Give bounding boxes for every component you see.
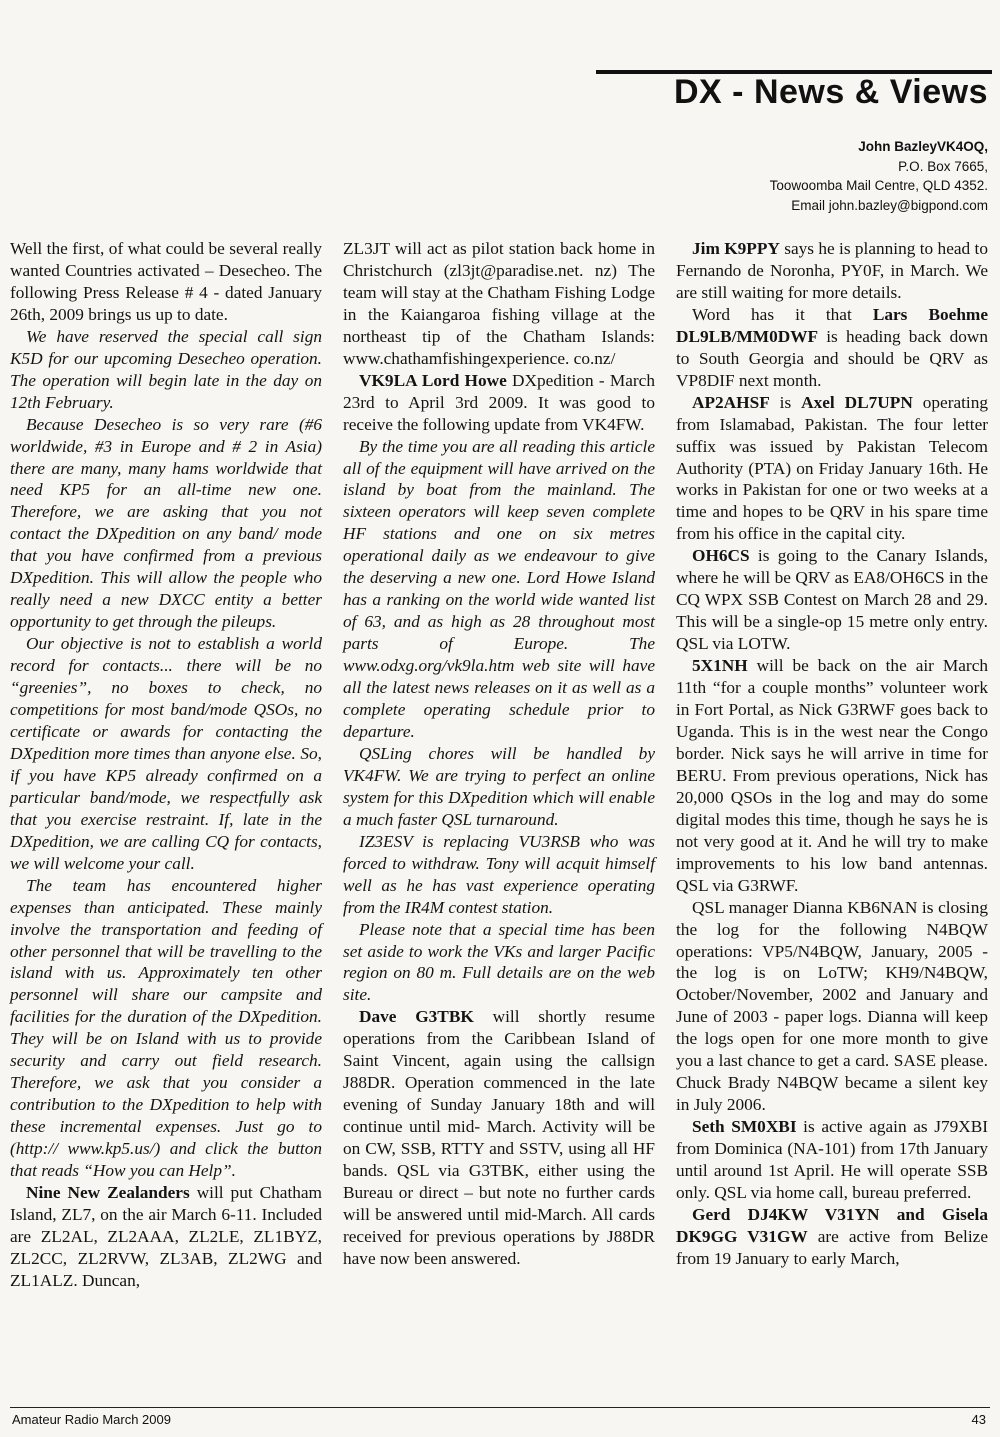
callsign-highlight: OH6CS bbox=[692, 546, 750, 566]
paragraph: Nine New Zealanders will put Chatham Island, ZL7, on the air March 6-11. Included are ZL2AL, ZL2AAA, ZL2LE, ZL1BYZ, ZL2CC, ZL2RVW, ZL3AB, ZL2WG and ZL1ALZ. Duncan, bbox=[10, 1182, 322, 1290]
callsign-highlight: Seth SM0XBI bbox=[692, 1117, 797, 1137]
paragraph: QSLing chores will be handled by VK4FW. We are trying to perfect an online system for this DXpedition which will enable a much faster QSL turnaround. bbox=[343, 743, 655, 829]
author-address-line1: P.O. Box 7665, bbox=[898, 158, 988, 174]
callsign-highlight: Jim K9PPY bbox=[692, 239, 780, 258]
paragraph: Word has it that Lars Boehme DL9LB/MM0DWF is heading back down to South Georgia and should be QRV as VP8DIF next month. bbox=[676, 304, 988, 390]
footer-publication: Amateur Radio March 2009 bbox=[12, 1412, 171, 1427]
paragraph: Because Desecheo is so very rare (#6 worldwide, #3 in Europe and # 2 in Asia) there are many, many hams worldwide that need KP5 for an all-time new one. Therefore, we are asking that you not contact the DXpedition on any band/ mode that you have confirmed from a previous DXpedition. This will allow the people who really need a new DXCC entity a better opportunity to get through the pileups. bbox=[10, 414, 322, 632]
callsign-highlight: Nine New Zealanders bbox=[26, 1182, 190, 1202]
article-column-2 bbox=[343, 238, 655, 1270]
author-address-line2: Toowoomba Mail Centre, QLD 4352. bbox=[769, 178, 988, 193]
callsign-highlight: Axel DL7UPN bbox=[801, 392, 913, 412]
paragraph: We have reserved the special call sign K5D for our upcoming Desecheo operation. The operation will begin late in the day on 12th February. bbox=[10, 326, 322, 412]
article-column-3 bbox=[676, 238, 988, 1270]
paragraph: Well the first, of what could be several really wanted Countries activated – Desecheo. The following Press Release # 4 - dated January 26th, 2009 brings us up to date. bbox=[10, 239, 322, 324]
paragraph: Our objective is not to establish a world record for contacts... there will be no “greenies”, no boxes to check, no competitions for most band/mode QSOs, no certificate or awards for contacting the DXpedition more times than anyone else. So, if you have KP5 already confirmed on a particular band/mode, we respectfully ask that you exercise restraint. If, late in the DXpedition, we are calling CQ for contacts, we will welcome your call. bbox=[10, 634, 322, 873]
footer-page-number: 43 bbox=[971, 1412, 986, 1427]
paragraph: IZ3ESV is replacing VU3RSB who was forced to withdraw. Tony will acquit himself well as he has vast experience operating from the IR4M contest station. bbox=[343, 831, 655, 917]
author-name: John BazleyVK4OQ, bbox=[858, 139, 988, 154]
paragraph: Seth SM0XBI is active again as J79XBI from Dominica (NA-101) from 17th January until around 1st April. He will operate SSB only. QSL via home call, bureau preferred. bbox=[676, 1117, 989, 1202]
paragraph: VK9LA Lord Howe DXpedition - March 23rd to April 3rd 2009. It was good to receive the following update from VK4FW. bbox=[343, 370, 655, 434]
author-block bbox=[770, 137, 988, 215]
callsign-highlight: Dave G3TBK bbox=[359, 1007, 474, 1027]
callsign-highlight: AP2AHSF bbox=[692, 392, 770, 412]
article-column-1 bbox=[10, 238, 322, 1292]
paragraph: OH6CS is going to the Canary Islands, where he will be QRV as EA8/OH6CS in the CQ WPX SSB Contest on March 28 and 29. This will be a single-op 15 metre only entry. QSL via LOTW. bbox=[676, 546, 988, 654]
paragraph: The team has encountered higher expenses than anticipated. These mainly involve the transportation and feeding of other personnel that will be travelling to the island with us. Approximately ten other personnel will share our campsite and facilities for the duration of the DXpedition. They will be on Island with us to provide security and carry out field research. Therefore, we ask that you consider a contribution to the DXpedition to help with these incremental expenses. Just go to (http:// www.kp5.us/) and click the button that reads “How you can Help”. bbox=[10, 875, 322, 1181]
paragraph: 5X1NH will be back on the air March 11th “for a couple months” volunteer work in Fort Portal, as Nick G3RWF goes back to Uganda. This is in the west near the Congo border. Nick says he will arrive in time for BERU. From previous operations, Nick has 20,000 QSOs in the log and may do some digital modes this time, though he says he is not very good at it. And he will try to make improvements to his low band antennas. QSL via G3RWF. bbox=[676, 656, 988, 895]
paragraph: Jim K9PPY says he is planning to head to Fernando de Noronha, PY0F, in March. We are still waiting for more details. bbox=[676, 239, 988, 302]
paragraph: ZL3JT will act as pilot station back home in Christchurch (zl3jt@paradise.net. nz) The team will stay at the Chatham Fishing Lodge in the Kaiangaroa fishing village at the northeast tip of the Chatham Islands: www.chathamfishingexperience. co.nz/ bbox=[343, 239, 655, 368]
paragraph: Dave G3TBK will shortly resume operations from the Caribbean Island of Saint Vincent, again using the callsign J88DR. Operation commenced in the late evening of Sunday January 18th and will continue until mid- March. Activity will be on CW, SSB, RTTY and SSTV, using all HF bands. QSL via G3TBK, either using the Bureau or direct – but note no further cards will be answered until mid-March. All cards received for previous operations by J88DR have now been answered. bbox=[343, 1007, 655, 1268]
footer-rule bbox=[10, 1407, 990, 1408]
paragraph: QSL manager Dianna KB6NAN is closing the log for the following N4BQW operations: VP5/N4BQW, January, 2005 - the log is on LoTW; KH9/N4BQW, October/November, 2002 and January and June of 2003 - paper logs. Dianna will keep the logs open for one more month to give you a last chance to get a card. SASE please. Chuck Brady N4BQW became a silent key in July 2006. bbox=[676, 897, 988, 1115]
callsign-highlight: Gerd DJ4KW V31YN and Gisela DK9GG V31GW bbox=[676, 1204, 988, 1246]
paragraph: Please note that a special time has been set aside to work the VKs and larger Pacific region on 80 m. Full details are on the web site. bbox=[343, 919, 655, 1005]
author-email: Email john.bazley@bigpond.com bbox=[791, 197, 988, 213]
callsign-highlight: VK9LA Lord Howe bbox=[359, 370, 507, 390]
paragraph: Gerd DJ4KW V31YN and Gisela DK9GG V31GW are active from Belize from 19 January to early March, bbox=[676, 1204, 988, 1268]
section-title: DX - News & Views bbox=[674, 73, 988, 111]
callsign-highlight: 5X1NH bbox=[692, 656, 748, 676]
paragraph: By the time you are all reading this article all of the equipment will have arrived on the island by boat from the mainland. The sixteen operators will keep seven complete HF stations and one on six metres operational daily as we endeavour to give the deserving a new one. Lord Howe Island has a ranking on the world wide wanted list of 63, and as high as 28 throughout most parts of Europe. The www.odxg.org/vk9la.htm web site will have all the latest news releases on it as well as a complete operating schedule prior to departure. bbox=[343, 436, 655, 741]
callsign-highlight: Lars Boehme DL9LB/MM0DWF bbox=[676, 304, 988, 346]
paragraph: AP2AHSF is Axel DL7UPN operating from Islamabad, Pakistan. The four letter suffix was issued by Pakistan Telecom Authority (PTA) on Friday January 16th. He works in Pakistan for one or two weeks at a time and hopes to be QRV in his spare time from his office in the capital city. bbox=[676, 392, 989, 544]
